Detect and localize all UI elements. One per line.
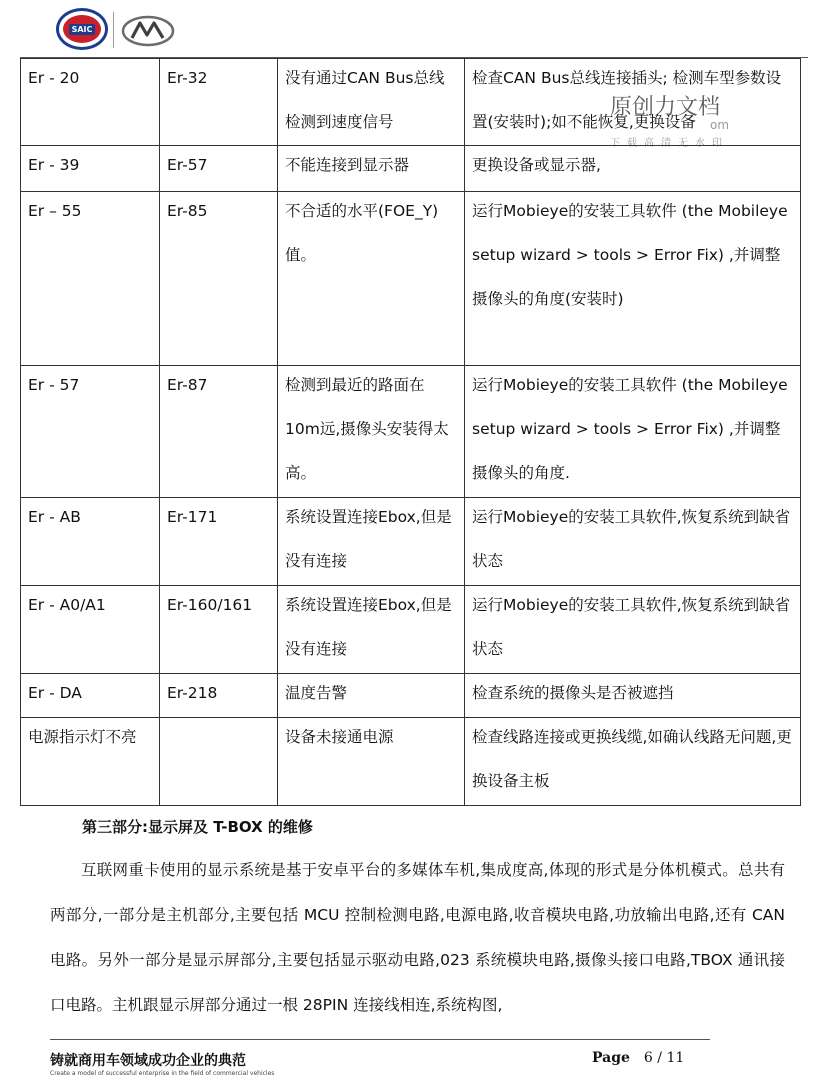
table-cell: Er - 20	[21, 59, 160, 146]
table-cell: 不能连接到显示器	[278, 146, 465, 192]
footer-rule	[50, 1039, 710, 1040]
table-row	[21, 674, 801, 718]
table-row	[21, 146, 801, 192]
body-paragraph: 互联网重卡使用的显示系统是基于安卓平台的多媒体车机,集成度高,体现的形式是分体机模式。总共有两部分,一部分是主机部分,主要包括 MCU 控制检测电路,电源电路,收音模块电路,功放输出电路,还有 CAN 电路。另外一部分是显示屏部分,主要包括显示驱动电路,023 系统模块电路,摄像头接口电路,TBOX 通讯接口电路。主机跟显示屏部分通过一根 28PIN 连接线相连,系统构图,	[50, 861, 785, 1014]
header-separator	[113, 12, 114, 48]
table-cell: 检测到最近的路面在10m远,摄像头安装得太高。	[278, 366, 465, 498]
page-label: Page	[592, 1050, 630, 1066]
page-header	[0, 0, 828, 60]
table-cell: 检查系统的摄像头是否被遮挡	[465, 674, 801, 718]
table-cell: 温度告警	[278, 674, 465, 718]
page-indicator	[592, 1050, 684, 1066]
table-cell: 更换设备或显示器,	[465, 146, 801, 192]
saic-logo-text: SAIC	[69, 24, 96, 35]
table-row	[21, 718, 801, 806]
table-row	[21, 498, 801, 586]
table-cell: 运行Mobieye的安装工具软件 (the Mobileye setup wizard > tools > Error Fix) ,并调整摄像头的角度(安装时)	[465, 192, 801, 366]
table-cell	[160, 718, 278, 806]
table-cell: 运行Mobieye的安装工具软件,恢复系统到缺省状态	[465, 586, 801, 674]
table-cell: 检查线路连接或更换线缆,如确认线路无问题,更换设备主板	[465, 718, 801, 806]
table-cell: Er-57	[160, 146, 278, 192]
table-cell: Er - DA	[21, 674, 160, 718]
table-cell: 检查CAN Bus总线连接插头; 检测车型参数设置(安装时);如不能恢复,更换设备	[465, 59, 801, 146]
footer-slogan: 铸就商用车领域成功企业的典范	[50, 1053, 246, 1069]
table-cell: 系统设置连接Ebox,但是没有连接	[278, 586, 465, 674]
table-row	[21, 192, 801, 366]
saic-logo	[56, 8, 108, 50]
table-cell: Er-87	[160, 366, 278, 498]
table-cell: Er-171	[160, 498, 278, 586]
table-cell: 系统设置连接Ebox,但是没有连接	[278, 498, 465, 586]
footer-slogan-english: Create a model of successful enterprise in the field of commercial vehicles	[50, 1070, 275, 1077]
table-cell: 设备未接通电源	[278, 718, 465, 806]
error-code-table	[20, 58, 801, 806]
watermark-sub: om	[710, 118, 730, 132]
table-cell: 不合适的水平(FOE_Y)值。	[278, 192, 465, 366]
table-row	[21, 586, 801, 674]
table-cell: Er – 55	[21, 192, 160, 366]
section-title: 第三部分:显示屏及 T-BOX 的维修	[82, 818, 313, 836]
table-cell: Er - A0/A1	[21, 586, 160, 674]
hongyan-logo-icon	[120, 14, 176, 48]
table-row	[21, 366, 801, 498]
table-cell: Er - AB	[21, 498, 160, 586]
table-cell: Er-218	[160, 674, 278, 718]
table-cell: Er-160/161	[160, 586, 278, 674]
saic-logo-ring	[63, 15, 101, 43]
table-cell: 运行Mobieye的安装工具软件,恢复系统到缺省状态	[465, 498, 801, 586]
table-cell: Er - 39	[21, 146, 160, 192]
table-cell: 电源指示灯不亮	[21, 718, 160, 806]
watermark-main: 原创力文档	[610, 95, 721, 120]
page-number: 6 / 11	[643, 1050, 685, 1066]
table-cell: Er-85	[160, 192, 278, 366]
table-cell: 没有通过CAN Bus总线检测到速度信号	[278, 59, 465, 146]
table-cell: Er-32	[160, 59, 278, 146]
table-cell: 运行Mobieye的安装工具软件 (the Mobileye setup wizard > tools > Error Fix) ,并调整摄像头的角度.	[465, 366, 801, 498]
table-cell: Er - 57	[21, 366, 160, 498]
table-row	[21, 59, 801, 146]
watermark-small: 下载高清无水印	[610, 138, 729, 149]
